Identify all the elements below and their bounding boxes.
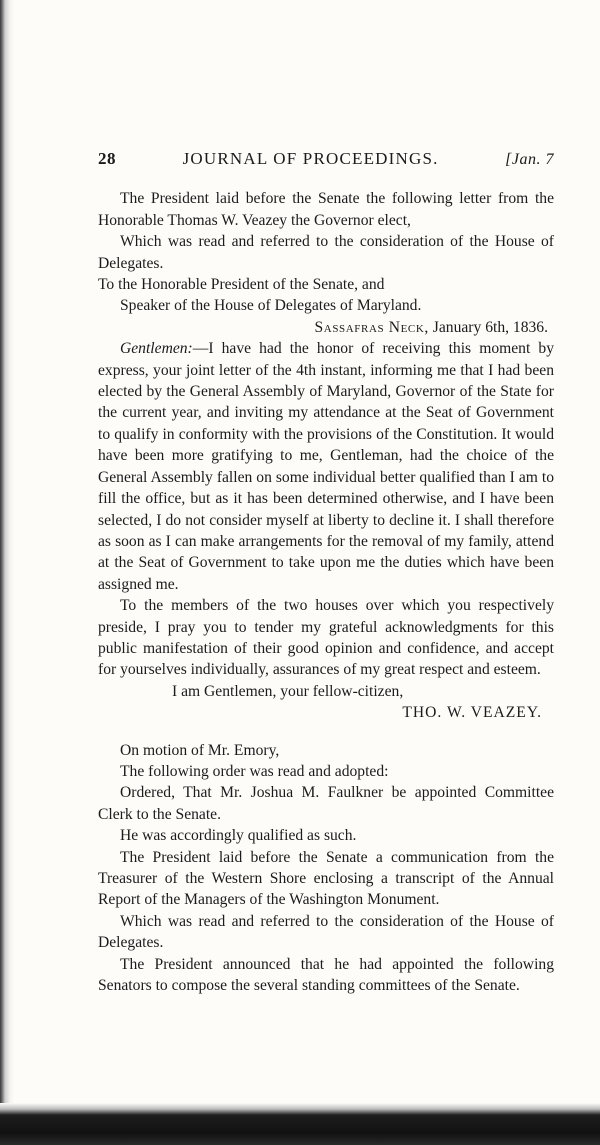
page-number: 28 xyxy=(98,149,116,168)
letter-signature: THO. W. VEAZEY. xyxy=(402,704,542,722)
proceeding-item: The President laid before the Senate a communication from the Treasurer of the Western Shore enclosing a transcript of the Annual Report of the Managers of the Washington Monument. xyxy=(98,848,554,909)
journal-page xyxy=(98,148,554,996)
proceedings xyxy=(98,740,554,997)
letter-paragraph-2: To the members of the two houses over which you respectively preside, I pray you to tender my grateful acknowledgments for this public manifestation of their good opinion and confidence, and accept for yourselves individually, assurances of my great respect and esteem. xyxy=(98,597,554,679)
proceeding-item: On motion of Mr. Emory, xyxy=(120,741,280,759)
letter-dateline xyxy=(98,317,548,338)
letter-body xyxy=(98,338,554,723)
intro-paragraph: The President laid before the Senate the following letter from the Honorable Thomas W. Veazey the Governor elect, xyxy=(98,190,554,229)
section-gap xyxy=(98,724,554,740)
letter-paragraph-1 xyxy=(98,338,554,595)
scan-left-edge xyxy=(0,0,14,1145)
letter-place: Sassafras Neck, xyxy=(314,318,429,336)
letter-salutation: Gentlemen: xyxy=(120,340,193,358)
proceeding-item: He was accordingly qualified as such. xyxy=(120,827,357,845)
running-header xyxy=(98,148,554,170)
letter-closing: I am Gentlemen, your fellow-citizen, xyxy=(172,682,404,700)
address-line-1: To the Honorable President of the Senate, and xyxy=(98,276,385,294)
letter-paragraph-1-text: —I have had the honor of receiving this moment by express, your joint letter of the 4th instant, informing me that I had been elected by the General Assembly of Maryland, Governor of the State for the current year, and inviting my attendance at the Seat of Government to qualify in conformity with the provisions of the Constitution. It would have been more gratifying to me, Gentleman, had the choice of the General Assembly fallen on some individual better qualified than I am to fill the office, but as it has been determined otherwise, and I have been selected, I do not consider myself at liberty to decline it. I shall therefore as soon as I can make arrangements for the removal of my family, attend at the Seat of Government to take upon me the duties which have been assigned me. xyxy=(98,340,554,593)
letter-date: January 6th, 1836. xyxy=(432,318,548,336)
header-date: [Jan. 7 xyxy=(505,151,554,168)
address-line-2: Speaker of the House of Delegates of Maryland. xyxy=(120,297,422,315)
running-title: JOURNAL OF PROCEEDINGS. xyxy=(182,149,439,168)
scan-bottom-edge xyxy=(0,1103,600,1145)
proceeding-item: Ordered, That Mr. Joshua M. Faulkner be appointed Committee Clerk to the Senate. xyxy=(98,784,554,823)
proceeding-item: The following order was read and adopted: xyxy=(120,762,389,780)
proceeding-item: The President announced that he had appointed the following Senators to compose the several standing committees of the Senate. xyxy=(98,955,554,995)
proceeding-item: Which was read and referred to the consideration of the House of Delegates. xyxy=(98,912,554,952)
referral-paragraph: Which was read and referred to the consideration of the House of Delegates. xyxy=(98,233,554,272)
letter-intro xyxy=(98,188,554,338)
